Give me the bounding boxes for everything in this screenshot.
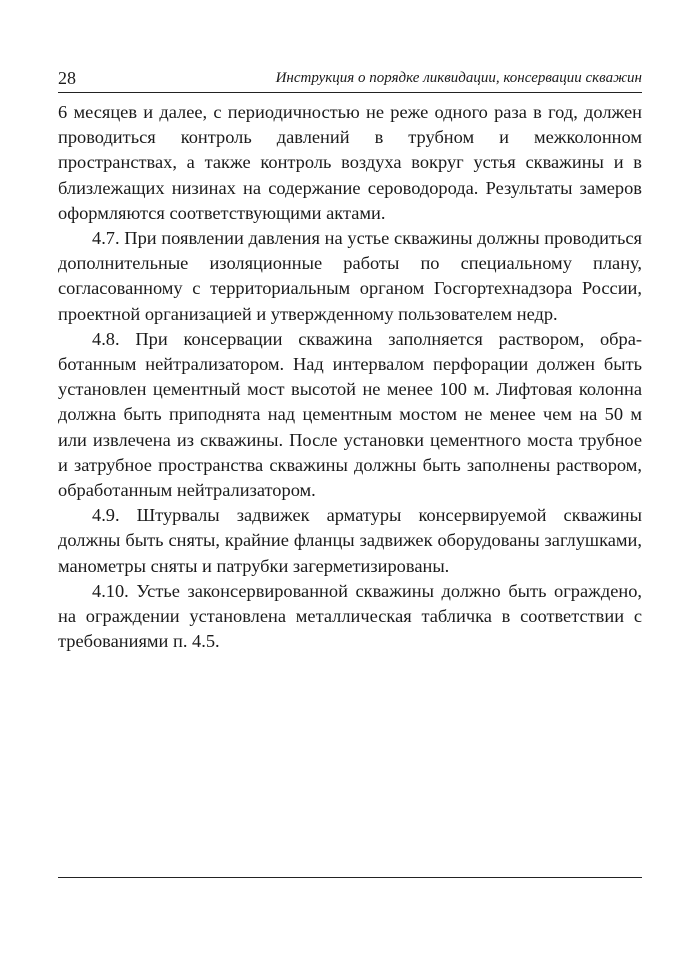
footer-rule (58, 877, 642, 878)
running-title: Инструкция о порядке ликвидации, консервации скважин (275, 70, 642, 86)
page-header (58, 66, 642, 93)
paragraph-4-9: 4.9. Штурвалы задвижек арматуры консервируемой скважины должны быть сняты, крайние фланцы задвижек оборудованы заглушками, манометры сняты и патрубки загерметизированы. (58, 505, 642, 576)
paragraph-4-10: 4.10. Устье законсервированной скважины должно быть ограждено, на ограждении установлена металлическая табличка в соответствии с требованиями п. 4.5. (58, 580, 642, 652)
body-text (58, 100, 642, 654)
paragraph-continuation: 6 месяцев и далее, с периодичностью не реже одного раза в год, должен проводиться контроль давлений в трубном и межколонном пространствах, а также контроль воздуха вокруг устья скважины и в близлежащих низинах на содержание сероводорода. Результаты замеров оформляются соответствующими актами. (58, 102, 642, 223)
paragraph-4-7: 4.7. При появлении давления на устье скважины должны проводиться дополнительные изоляционные работы по специальному плану, согласованному с территориальным органом Госгортехнадзора России, проектной организацией и утвержденному пользователем недр. (58, 228, 642, 324)
page-number: 28 (58, 68, 76, 88)
paragraph-4-8: 4.8. При консервации скважина заполняется раствором, обработанным нейтрализатором. Над интервалом перфорации должен быть установлен цементный мост высотой не менее 100 м. Лифтовая колонна должна быть приподнята над цементным мостом не менее чем на 50 м или извлечена из скважины. После установки цементного моста трубное и затрубное пространства скважины должны быть заполнены раствором, обработанным нейтрализатором. (58, 328, 642, 501)
